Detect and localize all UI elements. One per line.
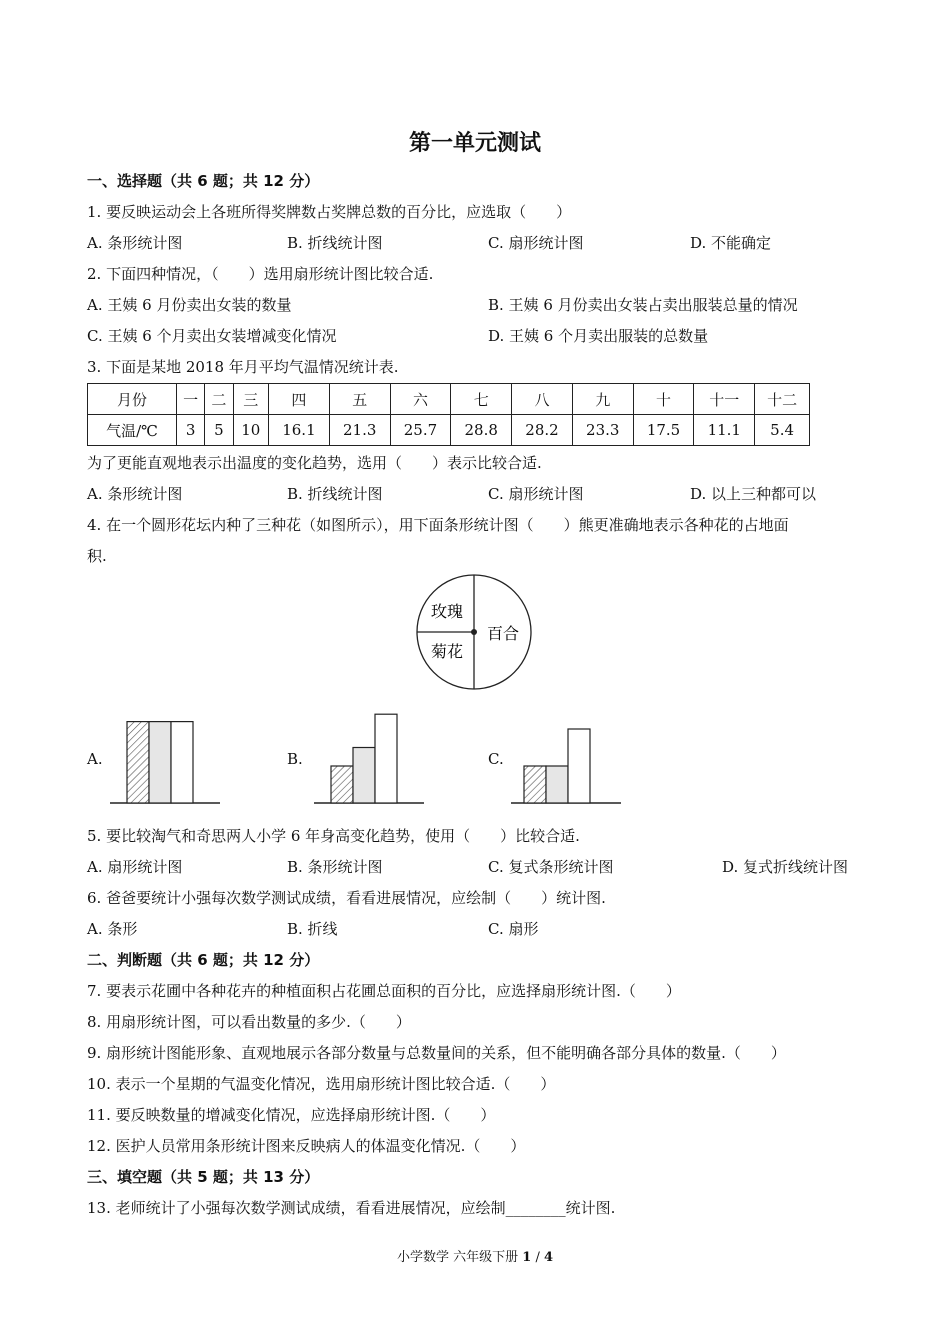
- center-dot: [471, 629, 477, 635]
- q5-option-d: D. 复式折线统计图: [722, 858, 849, 876]
- q6-option-a: A. 条形: [87, 920, 138, 938]
- q3-option-c: C. 扇形统计图: [488, 485, 584, 503]
- table-cell: 17.5: [633, 415, 694, 446]
- chart-c-bar-3: [568, 729, 590, 803]
- pie-label-lily: 百合: [486, 624, 520, 643]
- chart-b-bar-3: [375, 714, 397, 803]
- footer-separator: /: [535, 1250, 540, 1265]
- chart-a-bar-2: [149, 722, 171, 803]
- q3-option-a: A. 条形统计图: [87, 485, 183, 503]
- q5-option-b: B. 条形统计图: [287, 858, 383, 876]
- table-cell: 七: [451, 384, 512, 415]
- table-cell: 十二: [755, 384, 810, 415]
- chart-c-bar-1: [524, 766, 546, 803]
- q3-option-b: B. 折线统计图: [287, 485, 383, 503]
- pie-label-rose: 玫瑰: [430, 602, 464, 621]
- question-6-stem: 6. 爸爸要统计小强每次数学测试成绩，看看进展情况，应绘制（ ）统计图.: [87, 889, 606, 907]
- chart-b-bar-2: [353, 748, 375, 804]
- table-cell: 月份: [88, 384, 177, 415]
- table-cell: 21.3: [329, 415, 390, 446]
- pie-label-chrysanthemum: 菊花: [430, 642, 464, 661]
- footer-grade: 六年级下册: [453, 1250, 519, 1265]
- table-cell: 一: [177, 384, 205, 415]
- question-4-stem-line2: 积.: [87, 547, 107, 565]
- question-13: 13. 老师统计了小强每次数学测试成绩，看看进展情况，应绘制________统计图.: [87, 1199, 616, 1217]
- q2-option-d: D. 王姨 6 个月卖出服装的总数量: [488, 327, 709, 345]
- chart-a-bar-1: [127, 722, 149, 803]
- table-cell: 5.4: [755, 415, 810, 446]
- table-cell: 28.2: [512, 415, 573, 446]
- section-heading-judge: 二、判断题（共 6 题；共 12 分）: [87, 951, 320, 969]
- table-cell: 10: [233, 415, 268, 446]
- question-2-stem: 2. 下面四种情况，（ ）选用扇形统计图比较合适.: [87, 265, 434, 283]
- chart-a-bar-3: [171, 722, 193, 803]
- chart-b-bar-1: [331, 766, 353, 803]
- table-cell: 气温/℃: [88, 415, 177, 446]
- q4-option-b-label: B.: [287, 750, 303, 768]
- table-cell: 16.1: [269, 415, 330, 446]
- q3-option-d: D. 以上三种都可以: [690, 485, 817, 503]
- table-cell: 五: [329, 384, 390, 415]
- table-cell: 九: [572, 384, 633, 415]
- table-cell: 六: [390, 384, 451, 415]
- q1-option-d: D. 不能确定: [690, 234, 772, 252]
- question-8: 8. 用扇形统计图，可以看出数量的多少.（ ）: [87, 1013, 411, 1031]
- table-cell: 3: [177, 415, 205, 446]
- q4-option-a-label: A.: [87, 750, 103, 768]
- footer-subject: 小学数学: [396, 1250, 449, 1265]
- footer-page-total: 4: [543, 1250, 554, 1265]
- q5-option-c: C. 复式条形统计图: [488, 858, 614, 876]
- question-10: 10. 表示一个星期的气温变化情况，选用扇形统计图比较合适.（ ）: [87, 1075, 556, 1093]
- q1-option-c: C. 扇形统计图: [488, 234, 584, 252]
- page-title: 第一单元测试: [408, 131, 541, 156]
- question-1-stem: 1. 要反映运动会上各班所得奖牌数占奖牌总数的百分比，应选取（ ）: [87, 203, 572, 221]
- q2-option-c: C. 王姨 6 个月卖出女装增减变化情况: [87, 327, 337, 345]
- table-cell: 四: [269, 384, 330, 415]
- section-heading-fill: 三、填空题（共 5 题；共 13 分）: [87, 1168, 320, 1186]
- section-heading-choice: 一、选择题（共 6 题；共 12 分）: [87, 172, 320, 190]
- table-cell: 十: [633, 384, 694, 415]
- q4-option-c-label: C.: [488, 750, 504, 768]
- footer-page-number: 1: [522, 1250, 532, 1265]
- table-cell: 三: [233, 384, 268, 415]
- table-cell: 25.7: [390, 415, 451, 446]
- table-cell: 八: [512, 384, 573, 415]
- table-cell: 23.3: [572, 415, 633, 446]
- table-cell: 5: [205, 415, 233, 446]
- question-11: 11. 要反映数量的增减变化情况，应选择扇形统计图.（ ）: [87, 1106, 496, 1124]
- q1-option-a: A. 条形统计图: [87, 234, 183, 252]
- table-cell: 11.1: [694, 415, 755, 446]
- question-5-stem: 5. 要比较淘气和奇思两人小学 6 年身高变化趋势，使用（ ）比较合适.: [87, 827, 580, 845]
- table-cell: 28.8: [451, 415, 512, 446]
- table-cell: 二: [205, 384, 233, 415]
- question-12: 12. 医护人员常用条形统计图来反映病人的体温变化情况.（ ）: [87, 1137, 526, 1155]
- question-7: 7. 要表示花圃中各种花卉的种植面积占花圃总面积的百分比，应选择扇形统计图.（ ）: [87, 982, 681, 1000]
- table-cell: 十一: [694, 384, 755, 415]
- q2-option-b: B. 王姨 6 月份卖出女装占卖出服装总量的情况: [488, 296, 798, 314]
- q2-option-a: A. 王姨 6 月份卖出女装的数量: [87, 296, 292, 314]
- q6-option-b: B. 折线: [287, 920, 338, 938]
- q6-option-c: C. 扇形: [488, 920, 539, 938]
- q5-option-a: A. 扇形统计图: [87, 858, 183, 876]
- chart-c-bar-2: [546, 766, 568, 803]
- question-9: 9. 扇形统计图能形象、直观地展示各部分数量与总数量间的关系，但不能明确各部分具体的数量.（ ）: [87, 1044, 786, 1062]
- question-4-stem-line1: 4. 在一个圆形花坛内种了三种花（如图所示），用下面条形统计图（ ）熊更准确地表示各种花的占地面: [87, 516, 789, 534]
- question-3-stem2: 为了更能直观地表示出温度的变化趋势，选用（ ）表示比较合适.: [87, 454, 542, 472]
- q1-option-b: B. 折线统计图: [287, 234, 383, 252]
- page-footer: [0, 1246, 950, 1265]
- question-3-stem: 3. 下面是某地 2018 年月平均气温情况统计表.: [87, 358, 399, 376]
